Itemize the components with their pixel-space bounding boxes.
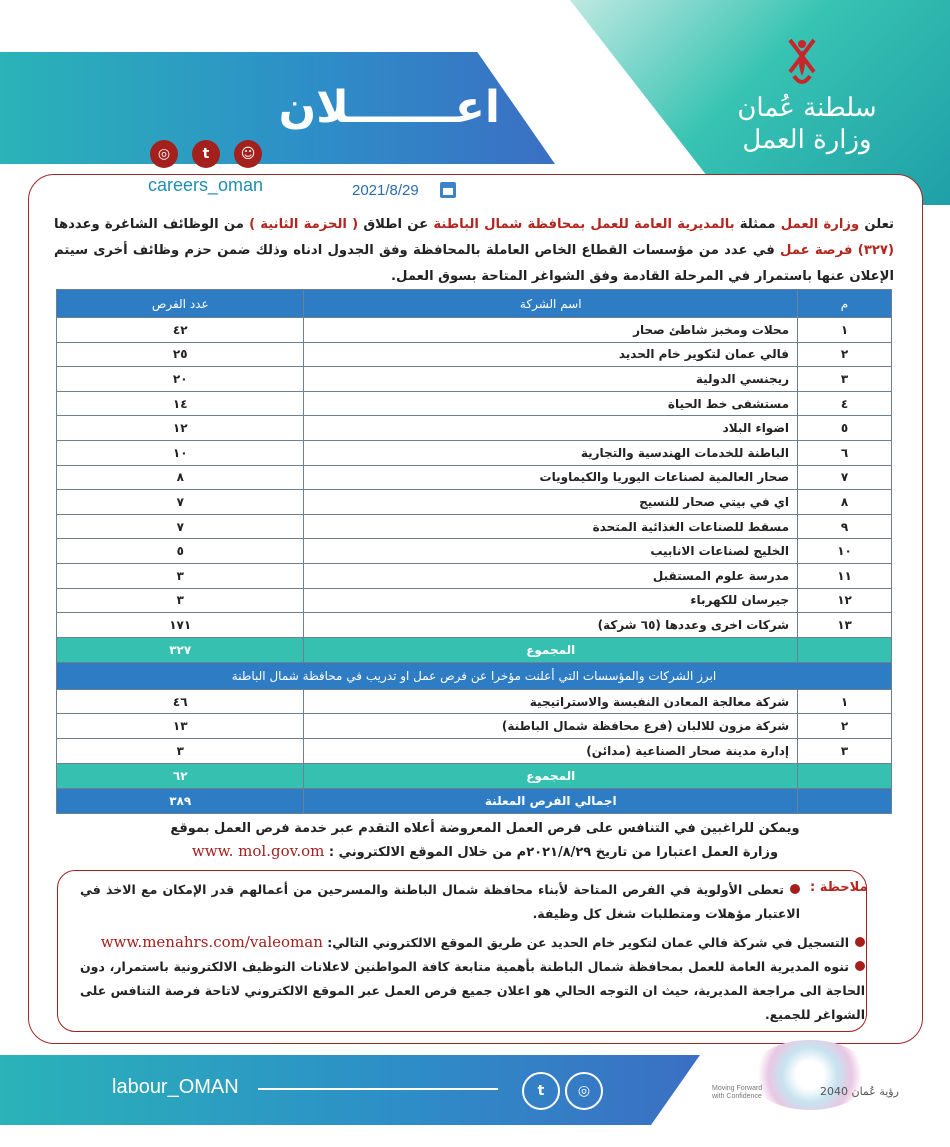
- row-num: ١٣: [798, 613, 892, 638]
- row-count: ٤٦: [57, 689, 304, 714]
- apply-line2: وزارة العمل اعتبارا من تاريخ ٢٠٢١/٨/٢٩م من خلال الموقع الالكتروني : www. mol.gov.om: [191, 842, 779, 860]
- footer-divider: [258, 1088, 498, 1090]
- apply-line1: ويمكن للراغبين في التنافس على فرص العمل المعروضة أعلاه التقدم عبر خدمة فرص العمل بموقع: [170, 821, 800, 836]
- instagram-icon[interactable]: ◎: [150, 140, 178, 168]
- ministry-name: [732, 92, 882, 156]
- table-row: [57, 588, 892, 613]
- row-company: شركة معالجة المعادن النفيسة والاستراتيجية: [304, 689, 798, 714]
- row-count: ٣: [57, 563, 304, 588]
- header-count: عدد الفرص: [57, 290, 304, 318]
- row-company: مسقط للصناعات الغذائية المتحدة: [304, 514, 798, 539]
- row-company: اضواء البلاد: [304, 416, 798, 441]
- total2-row-label: المجموع: [304, 763, 798, 788]
- note-2: التسجيل في شركة فالي عمان لتكوير خام الحديد عن طريق الموقع الالكتروني التالي: www.menahrs.com/valeoman: [80, 930, 865, 955]
- header-num: م: [798, 290, 892, 318]
- vale-url[interactable]: www.menahrs.com/valeoman: [100, 933, 323, 951]
- announcement-date: 2021/8/29: [352, 182, 419, 199]
- opportunities-table: [56, 289, 892, 814]
- row-num: ٦: [798, 440, 892, 465]
- instagram-icon[interactable]: ◎: [565, 1072, 603, 1110]
- row-num: ٧: [798, 465, 892, 490]
- table-row: [57, 391, 892, 416]
- moving-forward-text: Moving Forward with Confidence: [712, 1085, 763, 1100]
- row-num: ٥: [798, 416, 892, 441]
- row-company: صحار العالمية لصناعات اليوريا والكيماويات: [304, 465, 798, 490]
- row-num: ٢: [798, 342, 892, 367]
- note-1: تعطى الأولوية في الفرص المتاحة لأبناء محافظة شمال الباطنة والمسرحين من أعمالهم قدر الإمكان مع الاخذ في الاعتبار مؤهلات ومتطلبات شغل كل وظيفة.: [80, 882, 800, 921]
- notes-label: ملاحظة :: [810, 880, 868, 895]
- footer-handle[interactable]: labour_OMAN: [112, 1076, 239, 1098]
- twitter-icon[interactable]: t: [192, 140, 220, 168]
- bullet-icon: [855, 937, 865, 947]
- row-company: إدارة مدينة صحار الصناعية (مدائن): [304, 738, 798, 763]
- table-row: [57, 490, 892, 515]
- table-row: [57, 465, 892, 490]
- row-count: ١٤: [57, 391, 304, 416]
- row-company: محلات ومخبز شاطئ صحار: [304, 318, 798, 343]
- row-num: ٣: [798, 367, 892, 392]
- total2-row: [57, 763, 892, 788]
- row-count: ٧: [57, 514, 304, 539]
- row-num: ١١: [798, 563, 892, 588]
- vision-text: رؤية عُمان 2040: [820, 1085, 899, 1098]
- row-company: الخليج لصناعات الانابيب: [304, 539, 798, 564]
- table-row: [57, 514, 892, 539]
- social-handle[interactable]: careers_oman: [148, 175, 264, 195]
- table-row: [57, 613, 892, 638]
- table-row: [57, 714, 892, 739]
- row-count: ١٢: [57, 416, 304, 441]
- table-header: [57, 290, 892, 318]
- row-company: اي في بيتي صحار للنسيج: [304, 490, 798, 515]
- row-count: ٤٢: [57, 318, 304, 343]
- row-company: الباطنة للخدمات الهندسية والتجارية: [304, 440, 798, 465]
- table-row: [57, 689, 892, 714]
- row-num: ٩: [798, 514, 892, 539]
- grand-total-row-label: اجمالي الفرص المعلنة: [304, 788, 798, 813]
- row-company: جيرسان للكهرباء: [304, 588, 798, 613]
- row-company: شركات اخرى وعددها (٦٥ شركة): [304, 613, 798, 638]
- row-num: ٤: [798, 391, 892, 416]
- snapchat-icon[interactable]: ☺: [234, 140, 262, 168]
- table-row: [57, 318, 892, 343]
- row-num: ١٠: [798, 539, 892, 564]
- calendar-icon: [440, 182, 456, 198]
- social-icons: [150, 140, 270, 170]
- row-count: ٣: [57, 588, 304, 613]
- section-band-title: ابرز الشركات والمؤسسات التي أعلنت مؤخرا عن فرص عمل او تدريب في محافظة شمال الباطنة: [57, 662, 892, 689]
- row-count: ٨: [57, 465, 304, 490]
- grand-total-row-value: ٣٨٩: [57, 788, 304, 813]
- total-row-value: ٣٢٧: [57, 637, 304, 662]
- total-spacer: [798, 763, 892, 788]
- row-company: شركة مزون للالبان (فرع محافظة شمال الباطنة): [304, 714, 798, 739]
- table-row: [57, 738, 892, 763]
- row-count: ١٧١: [57, 613, 304, 638]
- row-count: ١٣: [57, 714, 304, 739]
- row-num: ١: [798, 689, 892, 714]
- row-count: ٥: [57, 539, 304, 564]
- intro-paragraph: تعلن وزارة العمل ممثلة بالمديرية العامة للعمل بمحافظة شمال الباطنة عن اطلاق ( الحزمة الثانية ) من الوظائف الشاغرة وعددها (٣٢٧) فرصة عمل في عدد من مؤسسات القطاع الخاص العاملة بالمحافظة وفق الجدول ادناه وذلك ضمن حزم وظائف أخرى سيتم الإعلان عنها باستمرار في المرحلة القادمة وفق الشواغر المتاحة بسوق العمل.: [54, 217, 894, 284]
- section-band: [57, 662, 892, 689]
- row-num: ٨: [798, 490, 892, 515]
- bullet-icon: [790, 884, 800, 894]
- mol-url[interactable]: www. mol.gov.om: [191, 842, 325, 860]
- bullet-icon: [855, 961, 865, 971]
- total-spacer: [798, 788, 892, 813]
- row-company: فالي عمان لتكوير خام الحديد: [304, 342, 798, 367]
- row-num: ٣: [798, 738, 892, 763]
- note-3: تنوه المديرية العامة للعمل بمحافظة شمال الباطنة بأهمية متابعة كافة المواطنين لاعلانات التوظيف الالكترونية باستمرار، دون الحاجة الى مراجعة المديرية، حيث ان التوجه الحالي هو اعلان جميع فرص العمل عبر الموقع الالكتروني لاتاحة فرصة التنافس على الشواغر للجميع.: [80, 959, 865, 1022]
- total-spacer: [798, 637, 892, 662]
- twitter-icon[interactable]: t: [522, 1072, 560, 1110]
- table-row: [57, 416, 892, 441]
- banner-title: اعـــــــلان: [278, 82, 500, 133]
- row-count: ٢٠: [57, 367, 304, 392]
- table-row: [57, 342, 892, 367]
- row-count: ٢٥: [57, 342, 304, 367]
- total-row-label: المجموع: [304, 637, 798, 662]
- row-company: مدرسة علوم المستقبل: [304, 563, 798, 588]
- row-num: ١: [798, 318, 892, 343]
- grand-total-row: [57, 788, 892, 813]
- row-num: ١٢: [798, 588, 892, 613]
- table-row: [57, 563, 892, 588]
- row-num: ٢: [798, 714, 892, 739]
- ministry-line2: وزارة العمل: [742, 125, 872, 155]
- table-row: [57, 367, 892, 392]
- header-company: اسم الشركة: [304, 290, 798, 318]
- oman-emblem-icon: [772, 32, 832, 94]
- table-row: [57, 539, 892, 564]
- row-company: ريجنسي الدولية: [304, 367, 798, 392]
- row-company: مستشفى خط الحياة: [304, 391, 798, 416]
- table-row: [57, 440, 892, 465]
- row-count: ١٠: [57, 440, 304, 465]
- row-count: ٣: [57, 738, 304, 763]
- total-row: [57, 637, 892, 662]
- row-count: ٧: [57, 490, 304, 515]
- ministry-line1: سلطنة عُمان: [737, 93, 877, 123]
- total2-row-value: ٦٢: [57, 763, 304, 788]
- apply-text: [120, 817, 850, 864]
